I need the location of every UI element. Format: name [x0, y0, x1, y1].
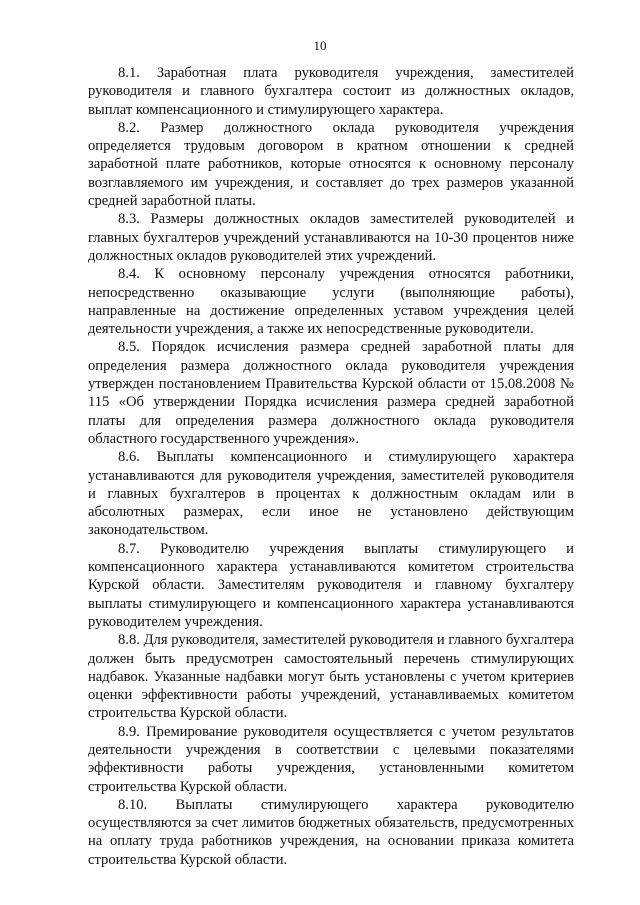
- paragraph-8-3: 8.3. Размеры должностных окладов заместителей руководителей и главных бухгалтеров учреждений устанавливаются на 10-30 процентов ниже должностных окладов руководителей этих учреждений.: [88, 211, 574, 264]
- paragraph-8-7: 8.7. Руководителю учреждения выплаты стимулирующего и компенсационного характера устанавливаются комитетом строительства Курской области. Заместителям руководителя и главному бухгалтеру выплаты стимулирующего и компенсационного характера устанавливаются руководителем учреждения.: [88, 540, 574, 630]
- paragraph-8-2: 8.2. Размер должностного оклада руководителя учреждения определяется трудовым договором в кратном отношении к средней заработной плате работников, которые относятся к основному персоналу возглавляемого им учреждения, и составляет до трех размеров указанной средней заработной платы.: [88, 119, 574, 210]
- document-body: [88, 64, 574, 869]
- paragraph-8-9: 8.9. Премирование руководителя осуществляется с учетом результатов деятельности учреждения в соответствии с целевыми показателями эффективности работы учреждения, установленными комитетом строительства Курской области.: [88, 723, 574, 795]
- paragraph-8-1: 8.1. Заработная плата руководителя учреждения, заместителей руководителя и главного бухгалтера состоит из должностных окладов, выплат компенсационного и стимулирующего характера.: [88, 65, 574, 118]
- paragraph-8-10: 8.10. Выплаты стимулирующего характера руководителю осуществляются за счет лимитов бюджетных обязательств, предусмотренных на оплату труда работников учреждения, на основании приказа комитета строительства Курской области.: [88, 796, 574, 868]
- page-number: 10: [313, 38, 327, 53]
- paragraph-8-4: 8.4. К основному персоналу учреждения относятся работники, непосредственно оказывающие услуги (выполняющие работы), направленные на достижение определенных уставом учреждения целей деятельности учреждения, а также их непосредственные руководители.: [88, 266, 574, 338]
- paragraph-8-8: 8.8. Для руководителя, заместителей руководителя и главного бухгалтера должен быть предусмотрен самостоятельный перечень стимулирующих надбавок. Указанные надбавки могут быть установлены с учетом критериев оценки эффективности работы учреждений, устанавливаемых комитетом строительства Курской области.: [88, 632, 574, 722]
- paragraph-8-5: 8.5. Порядок исчисления размера средней заработной платы для определения размера должностного оклада руководителя учреждения утвержден постановлением Правительства Курской области от 15.08.2008 № 115 «Об утверждении Порядка исчисления размера средней заработной платы для определения размера должностного оклада руководителя областного государственного учреждения».: [88, 339, 574, 447]
- paragraph-8-6: 8.6. Выплаты компенсационного и стимулирующего характера устанавливаются для руководителя учреждения, заместителей руководителя и главных бухгалтеров в процентах к должностным окладам или в абсолютных размерах, если иное не установлено действующим законодательством.: [88, 449, 574, 539]
